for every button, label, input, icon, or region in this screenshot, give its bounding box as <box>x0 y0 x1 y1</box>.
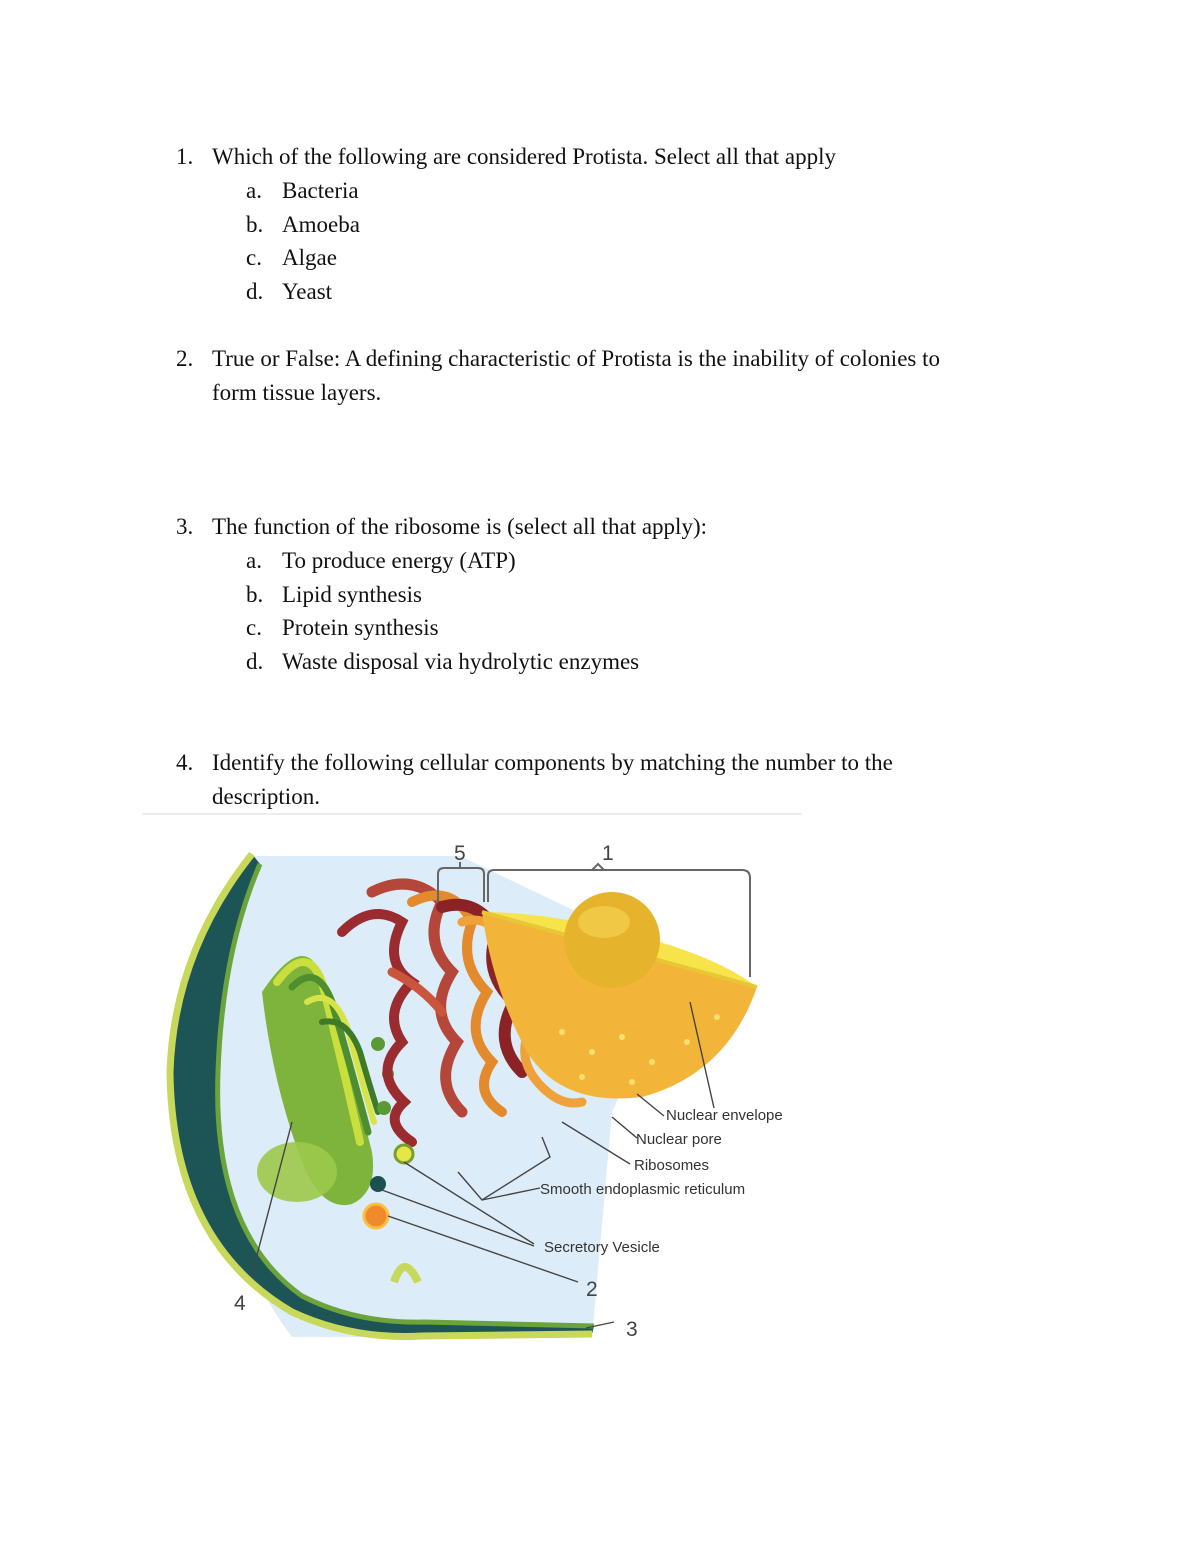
label-secretory-vesicle: Secretory Vesicle <box>544 1239 660 1256</box>
number-3: 3 <box>626 1318 638 1341</box>
option-d <box>176 275 1036 309</box>
question-text-line-2: form tissue layers. <box>212 380 382 405</box>
cell-diagram <box>142 812 802 1352</box>
question-text: The function of the ribosome is (select all that apply): <box>212 514 707 539</box>
option-letter: b. <box>246 211 264 237</box>
cell-diagram-svg <box>142 812 802 1352</box>
question-1 <box>176 140 1036 308</box>
question-number: 4. <box>176 750 194 775</box>
question-text-line-1: Identify the following cellular components by matching the number to the <box>212 750 893 775</box>
option-text: Algae <box>282 245 337 270</box>
label-nuclear-pore: Nuclear pore <box>636 1131 722 1148</box>
number-1: 1 <box>602 842 614 865</box>
option-text: Waste disposal via hydrolytic enzymes <box>282 648 640 674</box>
option-letter: a. <box>246 178 262 203</box>
option-text: Yeast <box>282 278 333 304</box>
option-letter: a. <box>246 548 262 573</box>
question-2 <box>176 342 1036 410</box>
question-4 <box>176 746 1036 814</box>
option-letter: c. <box>246 245 262 270</box>
option-text: Amoeba <box>282 211 360 237</box>
option-a <box>176 174 1036 208</box>
option-text: Lipid synthesis <box>282 581 422 607</box>
number-4: 4 <box>234 1292 246 1315</box>
label-ribosomes: Ribosomes <box>634 1157 710 1174</box>
option-text: Bacteria <box>282 178 359 203</box>
option-letter: d. <box>246 648 264 674</box>
option-b <box>176 578 1036 612</box>
option-letter: d. <box>246 278 264 304</box>
option-letter: c. <box>246 615 262 640</box>
option-a <box>176 544 1036 578</box>
vesicle-orange <box>364 1204 388 1228</box>
label-smooth-er: Smooth endoplasmic reticulum <box>540 1181 746 1198</box>
option-c <box>176 241 1036 275</box>
question-number: 2. <box>176 346 194 371</box>
option-letter: b. <box>246 581 264 607</box>
nucleolus <box>564 892 660 988</box>
options-list <box>176 174 1036 308</box>
number-2: 2 <box>586 1278 598 1301</box>
option-d <box>176 645 1036 679</box>
question-number: 1. <box>176 144 194 169</box>
option-text: To produce energy (ATP) <box>282 548 516 573</box>
question-text-line-2: description. <box>212 784 320 809</box>
label-nuclear-envelope: Nuclear envelope <box>666 1107 783 1124</box>
vesicle-yellow <box>395 1145 413 1163</box>
option-b <box>176 208 1036 242</box>
question-text-line-1: True or False: A defining characteristic of Protista is the inability of colonies to <box>212 346 940 371</box>
question-text: Which of the following are considered Protista. Select all that apply <box>212 144 837 169</box>
question-number: 3. <box>176 514 194 539</box>
option-c <box>176 611 1036 645</box>
number-5: 5 <box>454 842 466 865</box>
options-list <box>176 544 1036 678</box>
vesicle-dark <box>370 1176 386 1192</box>
option-text: Protein synthesis <box>282 615 439 640</box>
question-3 <box>176 510 1036 678</box>
